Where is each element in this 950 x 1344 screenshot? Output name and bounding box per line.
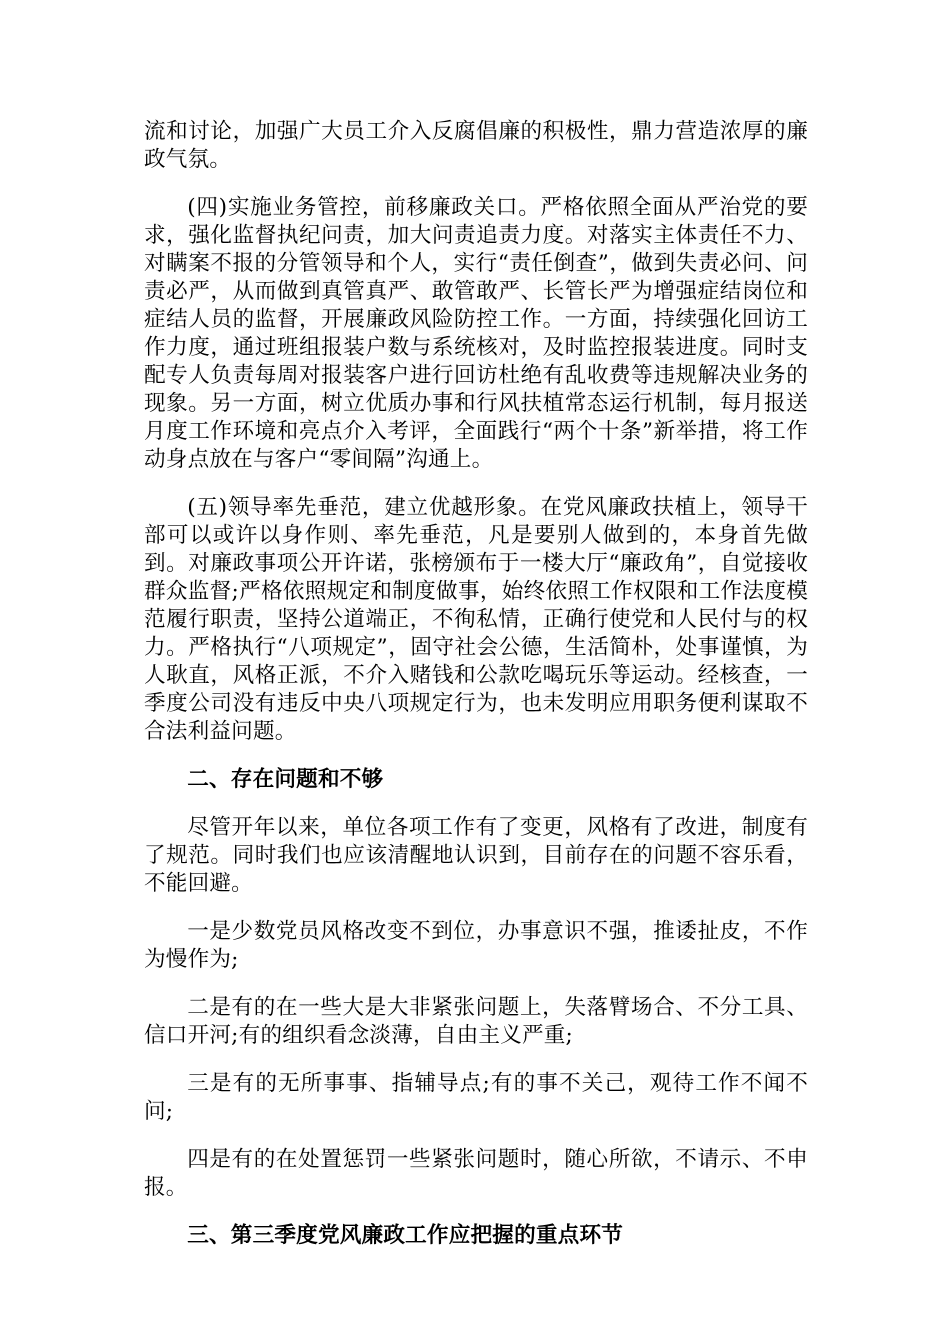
document-body <box>144 118 808 1270</box>
paragraph-section-5: (五)领导率先垂范，建立优越形象。在党风廉政扶植上，领导干部可以或许以身作则、率先垂范，凡是要别人做到的，本身首先做到。对廉政事项公开许诺，张榜颁布于一楼大厅“廉政角”，自觉接收群众监督;严格依照规定和制度做事，始终依照工作权限和工作法度模范履行职责，坚持公道端正，不徇私情，正确行使党和人民付与的权力。严格执行“八项规定”，固守社会公德，生活简朴，处事谨慎，为人耿直，风格正派，不介入赌钱和公款吃喝玩乐等运动。经核查，一季度公司没有违反中央八项规定行为，也未发明应用职务便利谋取不合法利益问题。 <box>144 495 808 744</box>
heading-q3-focus: 三、第三季度党风廉政工作应把握的重点环节 <box>187 1223 624 1248</box>
paragraph-problem-4: 四是有的在处置惩罚一些紧张问题时，随心所欲，不请示、不申报。 <box>144 1147 808 1200</box>
paragraph-problem-3: 三是有的无所事事、指辅导点;有的事不关己，观待工作不闻不问; <box>144 1071 808 1124</box>
paragraph-problem-1: 一是少数党员风格改变不到位，办事意识不强，推诿扯皮，不作为慢作为; <box>144 919 808 972</box>
paragraph-problems-intro: 尽管开年以来，单位各项工作有了变更，风格有了改进，制度有了规范。同时我们也应该清醒地认识到，目前存在的问题不容乐看，不能回避。 <box>144 815 808 896</box>
paragraph-section-4: (四)实施业务管控，前移廉政关口。严格依照全面从严治党的要求，强化监督执纪问责，加大问责追责力度。对落实主体责任不力、对瞒案不报的分管领导和个人，实行“责任倒查”，做到失责必问、问责必严，从而做到真管真严、敢管敢严、长管长严为增强症结岗位和症结人员的监督，开展廉政风险防控工作。一方面，持续强化回访工作力度，通过班组报装户数与系统核对，及时监控报装进度。同时支配专人负责每周对报装客户进行回访杜绝有乱收费等违规解决业务的现象。另一方面，树立优质办事和行风扶植常态运行机制，每月报送月度工作环境和亮点介入考评，全面践行“两个十条”新举措，将工作动身点放在与客户“零间隔”沟通上。 <box>144 195 808 472</box>
heading-problems: 二、存在问题和不够 <box>187 767 384 792</box>
paragraph-problem-2: 二是有的在一些大是大非紧张问题上，失落臂场合、不分工具、信口开河;有的组织看念淡薄，自由主义严重; <box>144 995 808 1048</box>
paragraph-continuation: 流和讨论，加强广大员工介入反腐倡廉的积极性，鼎力营造浓厚的廉政气氛。 <box>144 119 808 172</box>
